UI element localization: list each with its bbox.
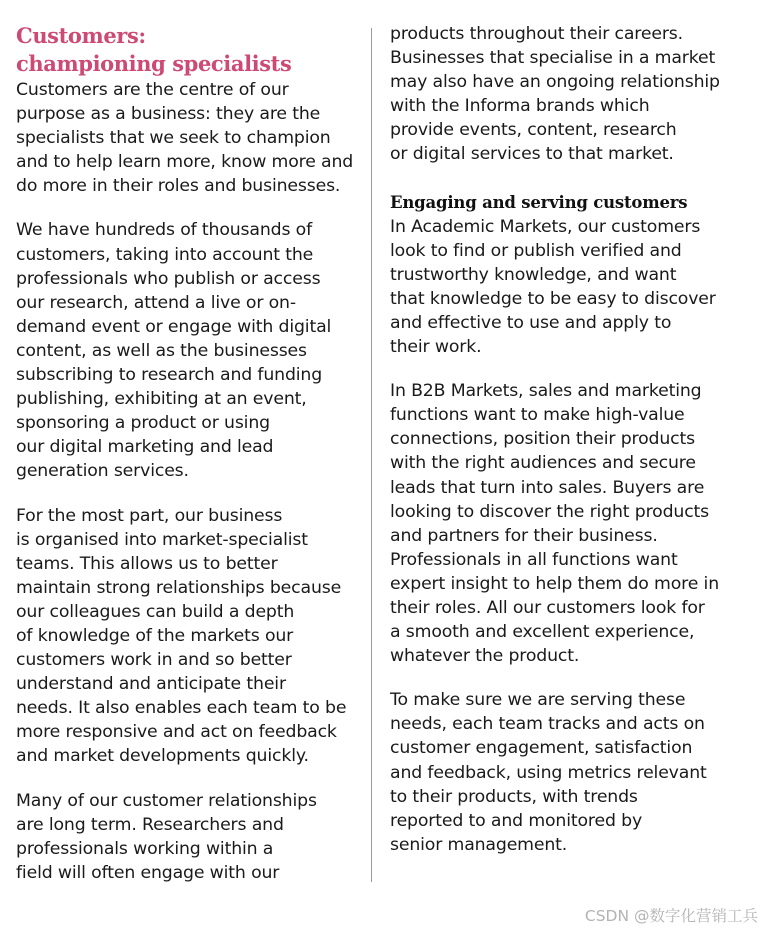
text-line: We have hundreds of thousands of bbox=[16, 220, 313, 241]
text-line: and effective to use and apply to bbox=[390, 312, 672, 333]
text-line: publishing, exhibiting at an event, bbox=[16, 389, 307, 410]
column-divider bbox=[371, 28, 372, 882]
text-line: field will often engage with our bbox=[16, 862, 280, 883]
text-line: teams. This allows us to better bbox=[16, 553, 278, 574]
text-line: purpose as a business: they are the bbox=[16, 104, 321, 125]
text-line: connections, position their products bbox=[390, 429, 695, 450]
text-line: more responsive and act on feedback bbox=[16, 722, 337, 743]
text-line: demand event or engage with digital bbox=[16, 316, 332, 337]
text-line: In B2B Markets, sales and marketing bbox=[390, 381, 702, 402]
text-line: needs. It also enables each team to be bbox=[16, 698, 347, 719]
text-line: to their products, with trends bbox=[390, 786, 638, 807]
text-line: subscribing to research and funding bbox=[16, 365, 323, 386]
watermark: CSDN @数字化营销工兵 bbox=[584, 907, 758, 925]
text-line: Businesses that specialise in a market bbox=[390, 48, 716, 69]
text-line: and market developments quickly. bbox=[16, 746, 309, 767]
text-line: our colleagues can build a depth bbox=[16, 601, 295, 622]
paragraph-b2b-markets bbox=[390, 379, 735, 668]
text-line: reported to and monitored by bbox=[390, 810, 643, 831]
heading-line: Customers: bbox=[16, 23, 146, 48]
text-line: trustworthy knowledge, and want bbox=[390, 264, 677, 285]
text-line: with the right audiences and secure bbox=[390, 453, 696, 474]
paragraph-long-term-relationships bbox=[16, 789, 362, 885]
text-line: customer engagement, satisfaction bbox=[390, 738, 693, 759]
text-line: In Academic Markets, our customers bbox=[390, 216, 701, 237]
text-line: provide events, content, research bbox=[390, 120, 677, 141]
subheading-engaging-customers: Engaging and serving customers bbox=[390, 192, 688, 212]
text-line: professionals working within a bbox=[16, 838, 274, 859]
heading-line: championing specialists bbox=[16, 51, 292, 76]
text-line: looking to discover the right products bbox=[390, 501, 710, 522]
text-line: content, as well as the businesses bbox=[16, 340, 307, 361]
text-line: whatever the product. bbox=[390, 646, 580, 667]
text-line: For the most part, our business bbox=[16, 505, 283, 526]
text-line: leads that turn into sales. Buyers are bbox=[390, 477, 705, 498]
text-line: Many of our customer relationships bbox=[16, 790, 317, 811]
text-line: of knowledge of the markets our bbox=[16, 625, 294, 646]
text-line: customers work in and so better bbox=[16, 650, 292, 671]
text-line: look to find or publish verified and bbox=[390, 240, 682, 261]
text-line: specialists that we seek to champion bbox=[16, 128, 331, 149]
text-line: their work. bbox=[390, 337, 482, 358]
text-line: senior management. bbox=[390, 834, 568, 855]
text-line: expert insight to help them do more in bbox=[390, 573, 720, 594]
text-line: their roles. All our customers look for bbox=[390, 597, 705, 618]
text-line: functions want to make high-value bbox=[390, 405, 685, 426]
text-line: are long term. Researchers and bbox=[16, 814, 284, 835]
text-line: customers, taking into account the bbox=[16, 244, 314, 265]
text-line: and to help learn more, know more and bbox=[16, 152, 354, 173]
text-line: needs, each team tracks and acts on bbox=[390, 714, 705, 735]
text-line: do more in their roles and businesses. bbox=[16, 176, 341, 197]
text-line: is organised into market-specialist bbox=[16, 529, 308, 550]
paragraph-customer-base bbox=[16, 218, 362, 483]
text-line: Customers are the centre of our bbox=[16, 80, 289, 100]
text-line: our research, attend a live or on- bbox=[16, 292, 296, 313]
paragraph-continuation bbox=[390, 22, 735, 167]
text-line: and partners for their business. bbox=[390, 525, 658, 546]
text-line: sponsoring a product or using bbox=[16, 413, 270, 434]
text-line: that knowledge to be easy to discover bbox=[390, 288, 716, 309]
text-line: To make sure we are serving these bbox=[390, 690, 686, 711]
text-line: a smooth and excellent experience, bbox=[390, 622, 695, 643]
text-line: and feedback, using metrics relevant bbox=[390, 762, 707, 783]
paragraph-serving-needs bbox=[390, 688, 735, 857]
text-line: may also have an ongoing relationship bbox=[390, 72, 720, 93]
section-heading bbox=[16, 22, 362, 78]
right-column bbox=[390, 22, 735, 857]
text-line: our digital marketing and lead bbox=[16, 437, 274, 458]
text-line: professionals who publish or access bbox=[16, 268, 321, 289]
text-line: Professionals in all functions want bbox=[390, 549, 678, 570]
paragraph-organisation bbox=[16, 504, 362, 769]
text-line: generation services. bbox=[16, 461, 189, 482]
text-line: products throughout their careers. bbox=[390, 24, 684, 44]
text-line: or digital services to that market. bbox=[390, 144, 674, 165]
paragraph-customers-purpose bbox=[16, 78, 362, 198]
paragraph-academic-markets bbox=[390, 215, 735, 360]
left-column bbox=[16, 22, 362, 885]
text-line: with the Informa brands which bbox=[390, 96, 650, 117]
text-line: maintain strong relationships because bbox=[16, 577, 342, 598]
text-line: understand and anticipate their bbox=[16, 674, 286, 695]
